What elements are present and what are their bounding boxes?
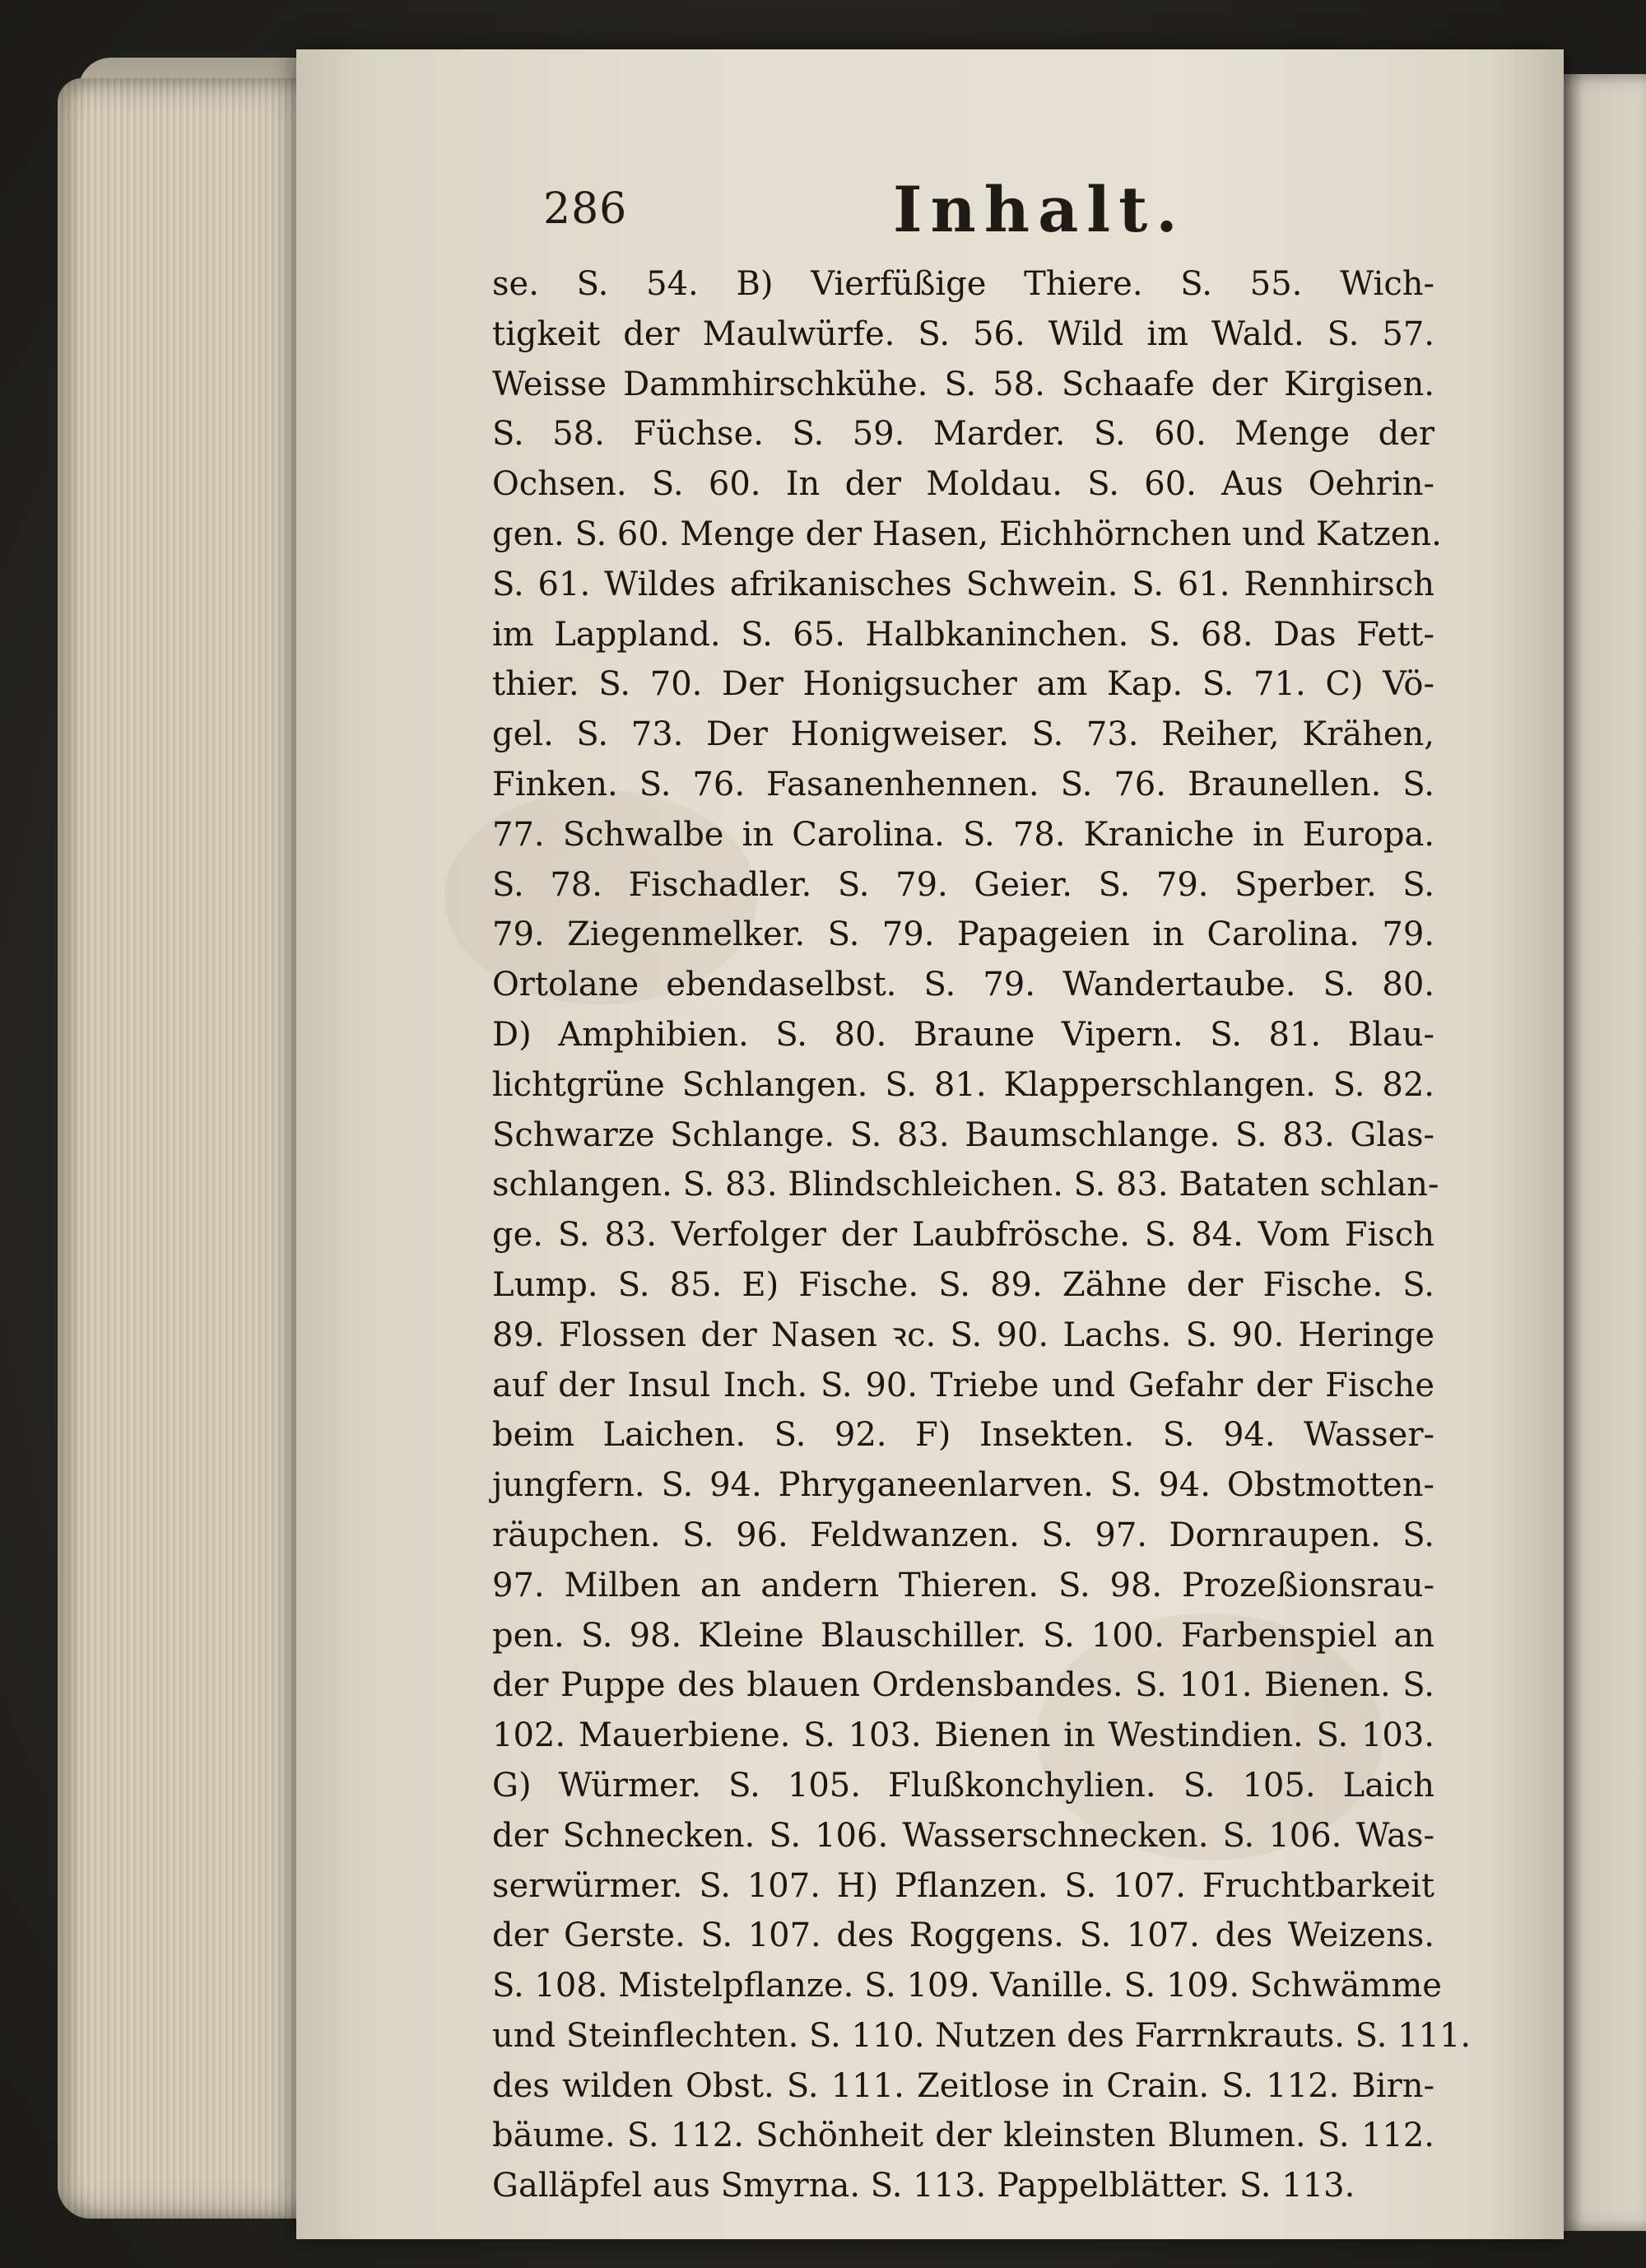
text-line: D) Amphibien. S. 80. Braune Vipern. S. 81. Blau- — [492, 1015, 1434, 1054]
text-line: G) Würmer. S. 105. Flußkonchylien. S. 105. Laich — [492, 1766, 1434, 1805]
text-line: beim Laichen. S. 92. F) Insekten. S. 94. Wasser- — [492, 1416, 1434, 1455]
facing-page-edge — [1555, 74, 1646, 2231]
text-line: thier. S. 70. Der Honigsucher am Kap. S. 71. C) Vö- — [492, 665, 1434, 704]
text-line: Finken. S. 76. Fasanenhennen. S. 76. Braunellen. S. — [492, 765, 1434, 803]
text-line: 77. Schwalbe in Carolina. S. 78. Kraniche in Europa. — [492, 815, 1434, 854]
text-line: Galläpfel aus Smyrna. S. 113. Pappelblätter. S. 113. — [492, 2167, 1355, 2205]
book-page-edges — [58, 78, 329, 2219]
text-line: der Schnecken. S. 106. Wasserschnecken. S. 106. Was- — [492, 1816, 1434, 1855]
text-line: Ochsen. S. 60. In der Moldau. S. 60. Aus Oehrin- — [492, 465, 1434, 504]
text-line: S. 58. Füchse. S. 59. Marder. S. 60. Menge der — [492, 415, 1434, 454]
text-line: lichtgrüne Schlangen. S. 81. Klapperschlangen. S. 82. — [492, 1065, 1434, 1104]
text-line: 89. Flossen der Nasen ꝛc. S. 90. Lachs. S. 90. Heringe — [492, 1316, 1434, 1354]
text-line: der Puppe des blauen Ordensbandes. S. 101. Bienen. S. — [492, 1666, 1434, 1705]
text-line: im Lappland. S. 65. Halbkaninchen. S. 68. Das Fett- — [492, 615, 1434, 654]
text-line: auf der Insul Inch. S. 90. Triebe und Gefahr der Fische — [492, 1366, 1434, 1404]
index-text-block — [492, 259, 1472, 2211]
text-line: tigkeit der Maulwürfe. S. 56. Wild im Wald. S. 57. — [492, 314, 1434, 353]
text-line: und Steinflechten. S. 110. Nutzen des Farrnkrauts. S. 111. — [492, 2016, 1472, 2055]
text-line: 102. Mauerbiene. S. 103. Bienen in Westindien. S. 103. — [492, 1716, 1434, 1755]
text-line: ge. S. 83. Verfolger der Laubfrösche. S. 84. Vom Fisch — [492, 1216, 1434, 1255]
text-line: Schwarze Schlange. S. 83. Baumschlange. S. 83. Glas- — [492, 1115, 1434, 1154]
text-line: des wilden Obst. S. 111. Zeitlose in Crain. S. 112. Birn- — [492, 2066, 1434, 2105]
text-line: gel. S. 73. Der Honigweiser. S. 73. Reiher, Krähen, — [492, 715, 1434, 754]
page-number: 286 — [543, 184, 628, 234]
text-line: gen. S. 60. Menge der Hasen, Eichhörnchen und Katzen. — [492, 515, 1442, 553]
page-header — [543, 173, 1432, 263]
text-line: Lump. S. 85. E) Fische. S. 89. Zähne der Fische. S. — [492, 1265, 1434, 1304]
running-title: Inhalt. — [893, 173, 1186, 246]
text-line: serwürmer. S. 107. H) Pflanzen. S. 107. Fruchtbarkeit — [492, 1866, 1434, 1905]
text-line: S. 78. Fischadler. S. 79. Geier. S. 79. Sperber. S. — [492, 865, 1434, 904]
text-line: S. 108. Mistelpflanze. S. 109. Vanille. S. 109. Schwämme — [492, 1967, 1442, 2005]
text-line: Ortolane ebendaselbst. S. 79. Wandertaube. S. 80. — [492, 966, 1434, 1004]
text-line: schlangen. S. 83. Blindschleichen. S. 83. Bataten schlan- — [492, 1166, 1439, 1204]
text-line: Weisse Dammhirschkühe. S. 58. Schaafe der Kirgisen. — [492, 365, 1434, 403]
text-line: bäume. S. 112. Schönheit der kleinsten Blumen. S. 112. — [492, 2117, 1434, 2155]
text-line: jungfern. S. 94. Phryganeenlarven. S. 94. Obstmotten- — [492, 1466, 1434, 1505]
text-line: 79. Ziegenmelker. S. 79. Papageien in Carolina. 79. — [492, 915, 1434, 954]
text-line: der Gerste. S. 107. des Roggens. S. 107. des Weizens. — [492, 1916, 1434, 1955]
text-line: pen. S. 98. Kleine Blauschiller. S. 100. Farbenspiel an — [492, 1616, 1434, 1655]
text-line: S. 61. Wildes afrikanisches Schwein. S. 61. Rennhirsch — [492, 565, 1434, 603]
text-line: 97. Milben an andern Thieren. S. 98. Prozeßionsrau- — [492, 1566, 1434, 1604]
text-line: räupchen. S. 96. Feldwanzen. S. 97. Dornraupen. S. — [492, 1516, 1434, 1554]
text-line: se. S. 54. B) Vierfüßige Thiere. S. 55. Wich- — [492, 265, 1434, 303]
